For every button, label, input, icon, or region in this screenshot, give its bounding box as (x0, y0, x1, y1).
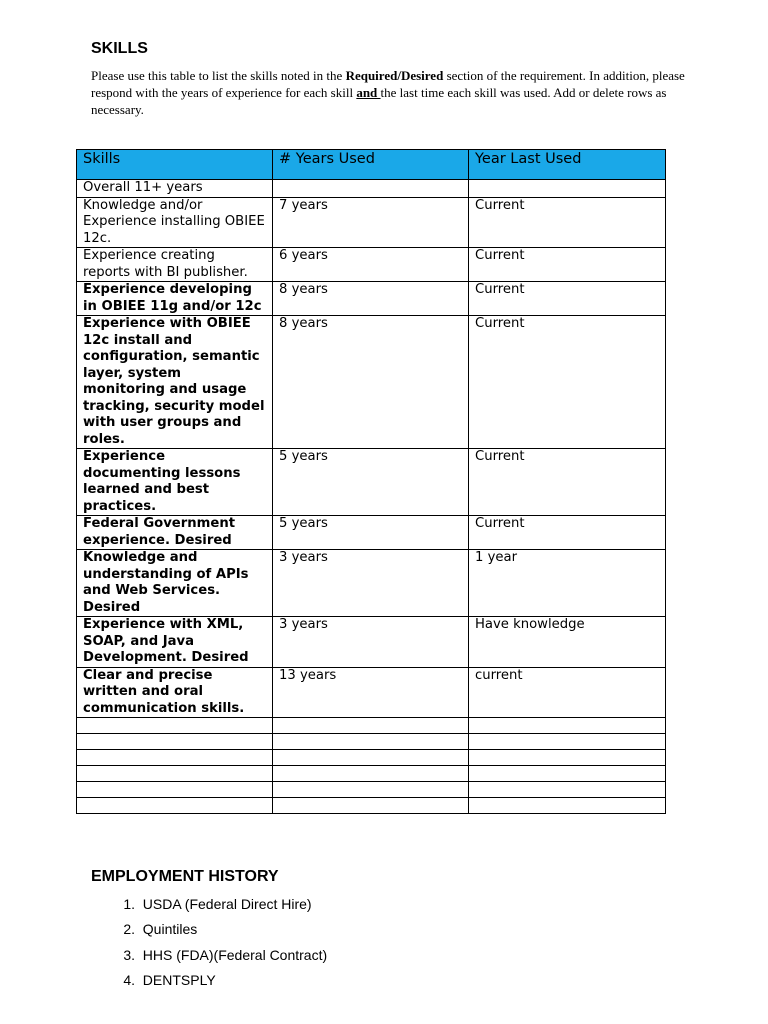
empty-cell (77, 782, 273, 798)
empty-table-row (77, 782, 666, 798)
last-used-cell (469, 180, 666, 198)
empty-table-row (77, 798, 666, 814)
last-used-cell: Current (469, 316, 666, 449)
last-used-cell: Have knowledge (469, 617, 666, 668)
empty-cell (77, 734, 273, 750)
skill-cell: Knowledge and/or Experience installing OBIEE 12c. (77, 197, 273, 248)
intro-bold-text: Required/Desired (345, 68, 444, 83)
employment-history-list (91, 894, 327, 995)
empty-cell (469, 734, 666, 750)
table-row (77, 282, 666, 316)
list-item (91, 894, 327, 919)
list-item (91, 945, 327, 970)
skill-cell: Experience with XML, SOAP, and Java Development. Desired (77, 617, 273, 668)
list-item-number: 3. (123, 946, 135, 963)
table-row (77, 316, 666, 449)
years-cell: 6 years (273, 248, 469, 282)
empty-cell (273, 734, 469, 750)
empty-cell (273, 750, 469, 766)
last-used-cell: Current (469, 197, 666, 248)
empty-table-row (77, 734, 666, 750)
last-used-cell: 1 year (469, 550, 666, 617)
table-row (77, 617, 666, 668)
skill-cell: Experience creating reports with BI publisher. (77, 248, 273, 282)
list-item-text: DENTSPLY (142, 971, 216, 988)
list-item (91, 919, 327, 944)
years-cell: 3 years (273, 550, 469, 617)
list-item-number: 4. (123, 971, 135, 988)
list-item-text: HHS (FDA)(Federal Contract) (142, 946, 328, 963)
years-cell: 13 years (273, 667, 469, 718)
table-row (77, 449, 666, 516)
intro-text-3: the last time each skill was used. Add or delete rows as necessary. (91, 85, 667, 117)
skill-cell: Overall 11+ years (77, 180, 273, 198)
years-cell: 7 years (273, 197, 469, 248)
last-used-cell: current (469, 667, 666, 718)
table-row (77, 516, 666, 550)
empty-table-row (77, 750, 666, 766)
intro-text-2: section of the requirement. In addition, please respond with the years of experience for each skill (91, 68, 685, 100)
last-used-cell: Current (469, 282, 666, 316)
years-cell: 5 years (273, 449, 469, 516)
empty-cell (77, 766, 273, 782)
empty-cell (273, 798, 469, 814)
skill-cell: Experience documenting lessons learned and best practices. (77, 449, 273, 516)
skill-cell: Experience developing in OBIEE 11g and/or 12c (77, 282, 273, 316)
skill-cell: Experience with OBIEE 12c install and configuration, semantic layer, system monitoring and usage tracking, security model with user groups and roles. (77, 316, 273, 449)
years-cell: 5 years (273, 516, 469, 550)
last-used-cell: Current (469, 248, 666, 282)
empty-cell (273, 782, 469, 798)
skill-cell: Clear and precise written and oral communication skills. (77, 667, 273, 718)
empty-cell (469, 798, 666, 814)
skills-table (76, 149, 666, 814)
table-row (77, 667, 666, 718)
empty-cell (469, 782, 666, 798)
skills-heading: SKILLS (91, 40, 148, 57)
intro-underlined-text: and (356, 85, 381, 100)
empty-table-row (77, 718, 666, 734)
table-row (77, 248, 666, 282)
empty-cell (77, 750, 273, 766)
column-header-years-used: # Years Used (273, 150, 469, 180)
empty-cell (469, 766, 666, 782)
years-cell: 3 years (273, 617, 469, 668)
column-header-year-last-used: Year Last Used (469, 150, 666, 180)
table-row (77, 197, 666, 248)
list-item-text: USDA (Federal Direct Hire) (142, 896, 312, 912)
years-cell: 8 years (273, 282, 469, 316)
empty-cell (273, 718, 469, 734)
years-cell (273, 180, 469, 198)
empty-table-row (77, 766, 666, 782)
skill-cell: Federal Government experience. Desired (77, 516, 273, 550)
empty-cell (469, 718, 666, 734)
empty-cell (77, 718, 273, 734)
table-row (77, 180, 666, 198)
empty-cell (273, 766, 469, 782)
intro-text-1: Please use this table to list the skills noted in the (91, 68, 346, 83)
employment-history-heading: EMPLOYMENT HISTORY (91, 868, 279, 885)
skill-cell: Knowledge and understanding of APIs and Web Services. Desired (77, 550, 273, 617)
list-item-number: 2. (123, 921, 135, 938)
table-row (77, 550, 666, 617)
empty-cell (77, 798, 273, 814)
list-item (91, 970, 327, 995)
column-header-skills: Skills (77, 150, 273, 180)
skills-instructions (91, 67, 691, 118)
list-item-text: Quintiles (142, 921, 198, 938)
last-used-cell: Current (469, 449, 666, 516)
skills-table-header-row (77, 150, 666, 180)
list-item-number: 1. (123, 896, 135, 912)
last-used-cell: Current (469, 516, 666, 550)
years-cell: 8 years (273, 316, 469, 449)
empty-cell (469, 750, 666, 766)
